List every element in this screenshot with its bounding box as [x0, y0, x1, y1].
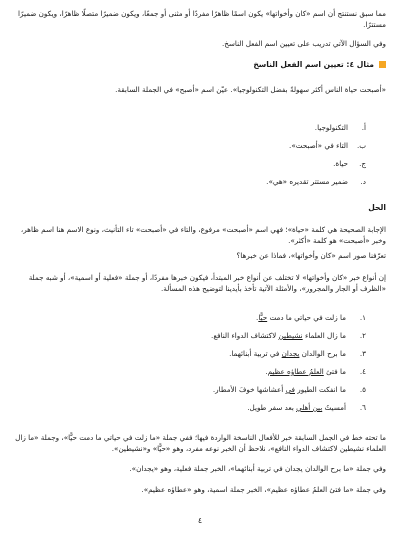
option-text: ضمير مستتر تقديره «هي». [266, 177, 348, 186]
example-text: ما برح الوالدان يجدان في تربية أبنائهما. [229, 349, 346, 358]
option-letter: د. [360, 177, 366, 186]
example-sentence [247, 403, 366, 412]
option-c[interactable] [333, 159, 366, 168]
option-text: التكنولوجيا. [314, 123, 348, 132]
example-question: «أصبحت حياة الناس أكثر سهولةً بفضل التكنولوجيا». عيّن اسم «أصبح» في الجملة السابقة. [115, 85, 386, 94]
example-sentence [213, 385, 366, 394]
option-text: حياة. [333, 159, 348, 168]
option-letter: أ. [361, 123, 366, 132]
example-heading [253, 60, 386, 69]
option-a[interactable] [315, 123, 366, 132]
example-number: ١. [359, 313, 366, 322]
page-number: ٤ [197, 516, 203, 525]
solution-explanation: إن أنواع خبر «كان وأخواتها» لا تختلف عن أنواع خبر المبتدأ، فيكون خبرها مفردًا، أو جملة «فعلية أو اسمية»، أو شبه جملة «الظرف أو الجار والمجرور»، والأمثلة الآتية تأخذ بأيدينا لتوضيح هذه المسألة. [28, 273, 386, 293]
underlined-predicate: يجدان [281, 349, 300, 358]
option-letter: ب. [356, 141, 366, 150]
example-text: ما زلت في حياتي ما دمت حيًّا. [256, 313, 346, 322]
example-sentence [256, 313, 366, 322]
example-text: ما انفكت الطيور في أعشاشها خوفَ الأمطار. [212, 385, 346, 394]
example-number: ٦. [359, 403, 366, 412]
underlined-predicate: نشيطين [278, 331, 303, 340]
example-number: ٣. [359, 349, 366, 358]
analysis-verbal: وفي جملة «ما برح الوالدان يجدان في تربية أبنائهما»، الخبر جملة فعلية، وهو «يجدان». [129, 464, 386, 473]
option-letter: ج. [359, 159, 366, 168]
analysis-paragraph: ما تحته خط في الجمل السابقة خبر للأفعال الناسخة الواردة فيها؛ ففي جملة «ما زلت في حياتي ما دمت حيًّا»، وجملة «ما زال العلماء نشيطين لاكتشاف الدواء النافع»، نلاحظ أن الخبر نوعه مفرد، وهو «حيًّا» و«نشيطين». [15, 433, 386, 453]
solution-paragraph: الإجابة الصحيحة هي كلمة «حياة»؛ فهي اسم «أصبحت» مرفوع، والتاء في «أصبحت» تاء التأنيث، ونوع الاسم هنا اسم ظاهر، وخبر «أصبحت» هو كلمة «أكثر». [20, 225, 386, 245]
example-sentence [265, 367, 366, 376]
square-bullet-icon [379, 61, 386, 68]
option-b[interactable] [289, 141, 366, 150]
example-title: مثال ٤: تعيين اسم الفعل الناسخ [253, 60, 374, 69]
option-text: التاء في «أصبحت». [289, 141, 348, 150]
example-number: ٢. [359, 331, 366, 340]
intro-paragraph: مما سبق نستنتج أن اسم «كان وأخواتها» يكون اسمًا ظاهرًا مفردًا أو مثنى أو جمعًا، ويكون ضميرًا متصلًا ظاهرًا، ويكون ضميرًا مستترًا. [17, 9, 386, 29]
example-text: ما فتئ العلمُ عطاؤه عظيم. [265, 367, 346, 376]
example-sentence [211, 331, 366, 340]
example-sentence [229, 349, 366, 358]
option-d[interactable] [266, 177, 366, 186]
example-text: ما زال العلماء نشيطين لاكتشاف الدواء النافع. [211, 331, 346, 340]
underlined-predicate: العلمُ عطاؤه عظيم [267, 367, 324, 376]
analysis-nominal: وفي جملة «ما فتئ العلمُ عطاؤه عظيم»، الخبر جملة اسمية، وهو «عطاؤه عظيم». [141, 485, 386, 494]
solution-title: الحل [368, 203, 386, 212]
intro-note: وفي السؤال الآتي تدريب على تعيين اسم الفعل الناسخ. [221, 39, 386, 48]
underlined-predicate: بين أهلي [296, 403, 323, 412]
example-number: ٤. [359, 367, 366, 376]
solution-question: تعرّفنا صور اسم «كان وأخواتها»، فماذا عن خبرها؟ [236, 251, 386, 260]
underlined-predicate: حيًّا [258, 313, 268, 322]
example-number: ٥. [359, 385, 366, 394]
example-text: أمسيتُ بين أهلي بعد سفر طويل. [247, 403, 346, 412]
underlined-predicate: في [285, 385, 295, 394]
